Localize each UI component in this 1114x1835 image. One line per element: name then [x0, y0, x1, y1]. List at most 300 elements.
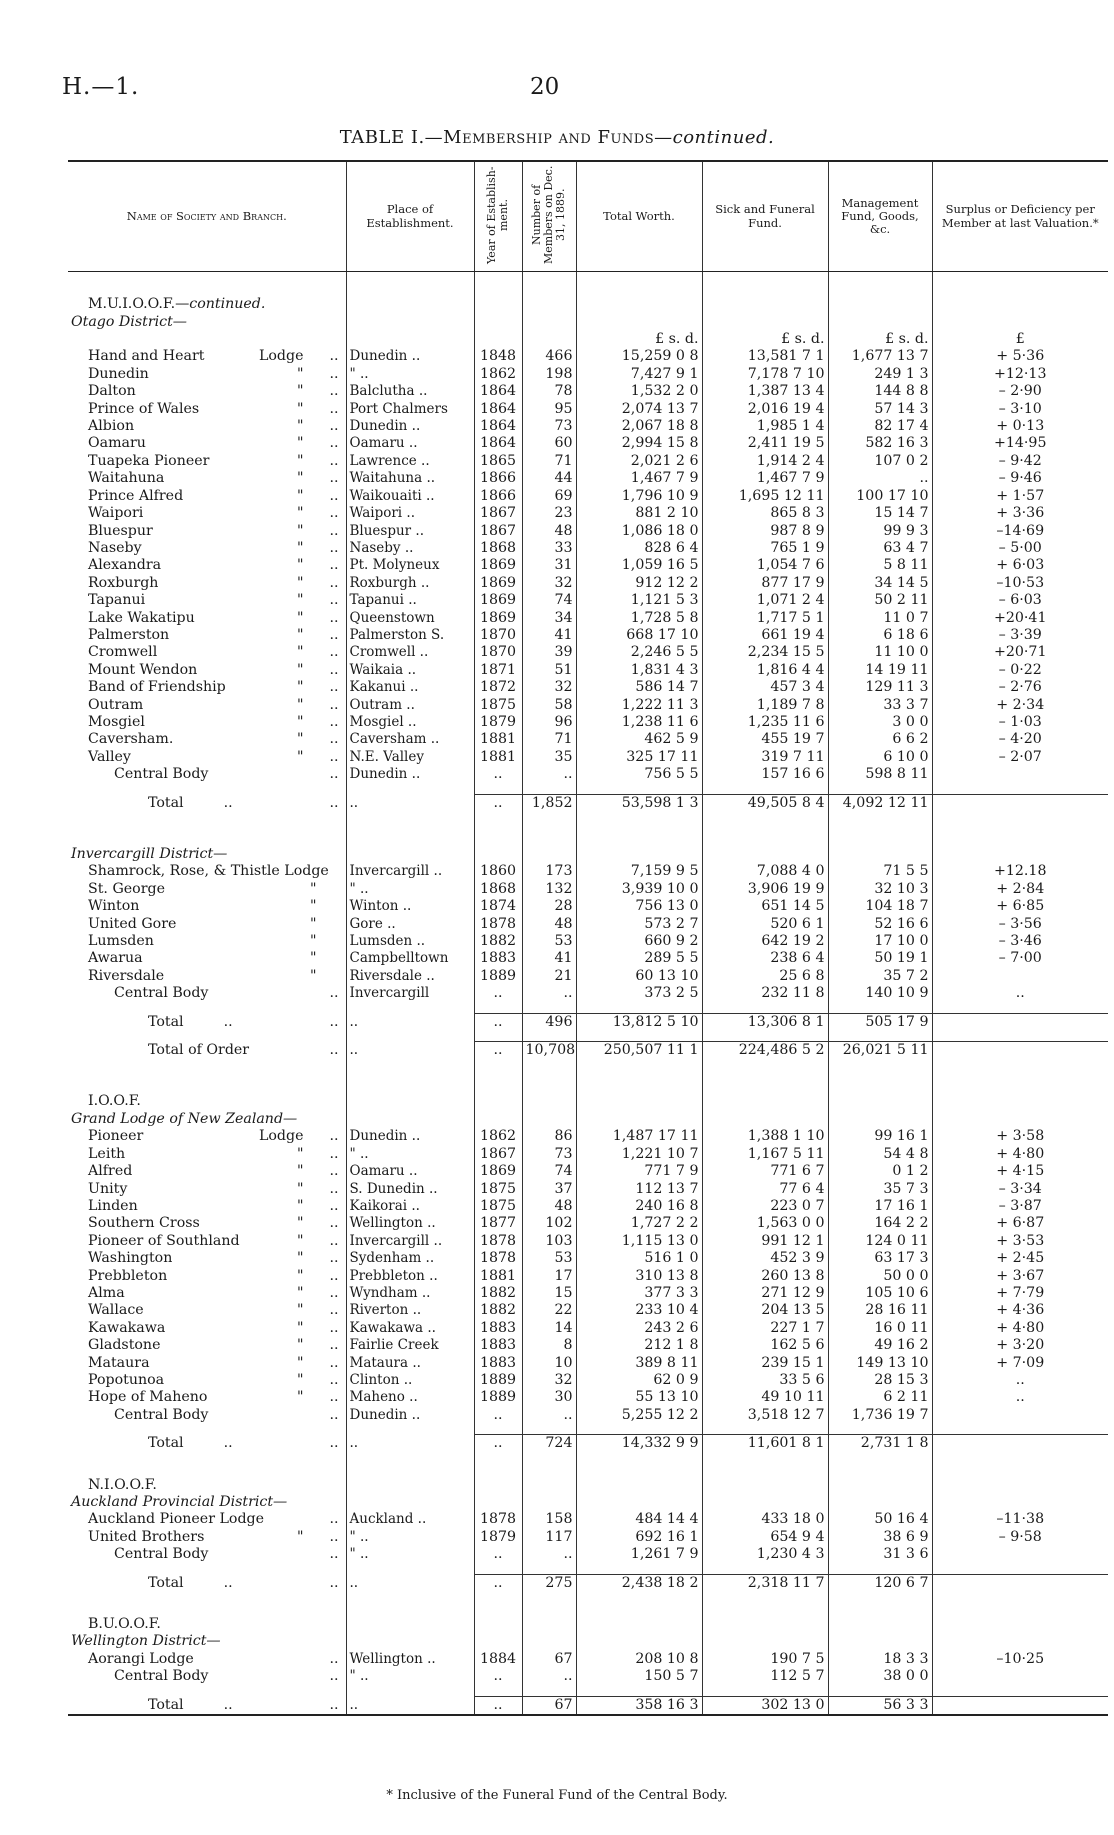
- spacer-cell: [932, 1592, 1108, 1616]
- management-fund: 28 15 3: [828, 1372, 932, 1389]
- year-of-establishment: ..: [474, 794, 522, 812]
- spacer-cell: [576, 272, 702, 297]
- sick-funeral-fund: 1,167 5 11: [702, 1146, 828, 1163]
- branch-name: United Gore: [88, 915, 177, 932]
- leader-dots: ..: [329, 679, 339, 696]
- branch-name: Alfred: [88, 1163, 133, 1180]
- leader-dots: ..: [329, 661, 339, 678]
- spacer-cell: [346, 1083, 474, 1093]
- year-of-establishment: 1874: [474, 898, 522, 915]
- total-row: [68, 1435, 1108, 1453]
- surplus-per-member: [932, 766, 1108, 783]
- management-fund: 54 4 8: [828, 1146, 932, 1163]
- management-fund: 16 0 11: [828, 1320, 932, 1337]
- sick-funeral-fund: 49 10 11: [702, 1389, 828, 1406]
- year-of-establishment: 1865: [474, 453, 522, 470]
- year-of-establishment: ..: [474, 1668, 522, 1685]
- number-of-members: 37: [522, 1181, 576, 1198]
- spacer-cell: [932, 1424, 1108, 1435]
- surplus-per-member: – 1·03: [932, 714, 1108, 731]
- total-worth: 1,796 10 9: [576, 488, 702, 505]
- branch-name: Oamaru: [88, 435, 146, 452]
- spacer-cell: [828, 1424, 932, 1435]
- lodge-row: [68, 1146, 1108, 1163]
- spacer-cell: [576, 1031, 702, 1042]
- year-of-establishment: 1864: [474, 383, 522, 400]
- spacer-cell: [828, 272, 932, 297]
- branch-name: Unity: [88, 1180, 128, 1197]
- lodge-row: [68, 557, 1108, 574]
- surplus-per-member: [932, 1013, 1108, 1031]
- year-of-establishment: 1864: [474, 418, 522, 435]
- total-worth: 3,939 10 0: [576, 881, 702, 898]
- empty-cell: [828, 1633, 932, 1650]
- number-of-members: 71: [522, 731, 576, 748]
- spacer-cell: [702, 1424, 828, 1435]
- sick-funeral-fund: 765 1 9: [702, 540, 828, 557]
- branch-cell: [68, 470, 346, 487]
- sick-funeral-fund: 2,411 19 5: [702, 435, 828, 452]
- total-worth: 1,059 16 5: [576, 557, 702, 574]
- number-of-members: ..: [522, 985, 576, 1002]
- empty-cell: [702, 1093, 828, 1110]
- number-of-members: 67: [522, 1651, 576, 1668]
- number-of-members: 73: [522, 418, 576, 435]
- management-fund: 582 16 3: [828, 435, 932, 452]
- total-worth: 1,238 11 6: [576, 714, 702, 731]
- management-fund: 149 13 10: [828, 1355, 932, 1372]
- spacer-row: [68, 784, 1108, 795]
- place-of-establishment: Caversham ..: [346, 731, 474, 748]
- year-of-establishment: 1871: [474, 662, 522, 679]
- total-worth: 7,159 9 5: [576, 863, 702, 880]
- lodge-ditto: ": [296, 1180, 304, 1197]
- branch-name: Gladstone: [88, 1337, 161, 1354]
- number-of-members: 73: [522, 1146, 576, 1163]
- branch-name: Prince of Wales: [88, 400, 200, 417]
- year-of-establishment: 1883: [474, 950, 522, 967]
- surplus-per-member: + 3·58: [932, 1128, 1108, 1145]
- spacer-cell: [522, 1424, 576, 1435]
- year-of-establishment: 1872: [474, 679, 522, 696]
- branch-name: Awarua: [88, 950, 143, 967]
- management-fund: 129 11 3: [828, 679, 932, 696]
- district-name: [68, 1494, 346, 1511]
- empty-cell: [522, 1494, 576, 1511]
- lodge-row: [68, 679, 1108, 696]
- empty-cell: [932, 314, 1108, 331]
- year-of-establishment: 1867: [474, 1146, 522, 1163]
- management-fund: 17 16 1: [828, 1198, 932, 1215]
- surplus-per-member: + 2·34: [932, 697, 1108, 714]
- total-worth: 2,246 5 5: [576, 644, 702, 661]
- branch-name: Pioneer of Southland: [88, 1232, 240, 1249]
- spacer-cell: [346, 1592, 474, 1616]
- leader-dots: ..: [329, 1650, 339, 1667]
- year-of-establishment: 1868: [474, 881, 522, 898]
- number-of-members: 17: [522, 1268, 576, 1285]
- empty-cell: [932, 1494, 1108, 1511]
- empty-cell: [522, 1477, 576, 1494]
- sick-funeral-fund: 651 14 5: [702, 898, 828, 915]
- lodge-row: [68, 1372, 1108, 1389]
- spacer-cell: [932, 1083, 1108, 1093]
- surplus-per-member: + 4·80: [932, 1320, 1108, 1337]
- management-fund: 100 17 10: [828, 488, 932, 505]
- surplus-per-member: [932, 1042, 1108, 1060]
- spacer-cell: [932, 1453, 1108, 1477]
- lodge-row: [68, 401, 1108, 418]
- sick-funeral-fund: 239 15 1: [702, 1355, 828, 1372]
- leader-dots: ..: [329, 505, 339, 522]
- branch-cell: [68, 644, 346, 661]
- leader-dots: ..: [223, 1574, 233, 1591]
- spacer-cell: [522, 1453, 576, 1477]
- spacer-row: [68, 812, 1108, 836]
- sick-funeral-fund: 987 8 9: [702, 523, 828, 540]
- place-of-establishment: Wyndham ..: [346, 1285, 474, 1302]
- lodge-row: [68, 1389, 1108, 1406]
- place-of-establishment: Dunedin ..: [346, 1407, 474, 1424]
- place-of-establishment: Waikouaiti ..: [346, 488, 474, 505]
- lodge-ditto: ": [296, 626, 304, 643]
- heading-text: M.U.I.O.O.F.—: [88, 296, 190, 313]
- management-fund: 26,021 5 11: [828, 1042, 932, 1060]
- total-worth: 756 13 0: [576, 898, 702, 915]
- place-of-establishment: Campbelltown: [346, 950, 474, 967]
- branch-name: Washington: [88, 1250, 173, 1267]
- document-reference: H.—1.: [62, 74, 140, 100]
- units-management: £ s. d.: [828, 331, 932, 348]
- spacer-cell: [828, 1083, 932, 1093]
- spacer-cell: [932, 1003, 1108, 1014]
- number-of-members: 1,852: [522, 794, 576, 812]
- total-worth: 53,598 1 3: [576, 794, 702, 812]
- surplus-per-member: – 7·00: [932, 950, 1108, 967]
- place-of-establishment: Balclutha ..: [346, 383, 474, 400]
- management-fund: 6 18 6: [828, 627, 932, 644]
- surplus-per-member: + 7·09: [932, 1355, 1108, 1372]
- place-of-establishment: ..: [346, 1435, 474, 1453]
- place-of-establishment: Maheno ..: [346, 1389, 474, 1406]
- branch-name: Mosgiel: [88, 713, 145, 730]
- lodge-ditto: ": [296, 1319, 304, 1336]
- central-body-name: [68, 766, 346, 783]
- sick-funeral-fund: 520 6 1: [702, 916, 828, 933]
- spacer-cell: [576, 1424, 702, 1435]
- management-fund: 11 10 0: [828, 644, 932, 661]
- empty-cell: [576, 1633, 702, 1650]
- year-of-establishment: 1889: [474, 968, 522, 985]
- empty-cell: [932, 1477, 1108, 1494]
- empty-cell: [702, 1616, 828, 1633]
- central-body-name: [68, 1407, 346, 1424]
- management-fund: 105 10 6: [828, 1285, 932, 1302]
- spacer-cell: [828, 812, 932, 836]
- year-of-establishment: ..: [474, 985, 522, 1002]
- empty-cell: [932, 1111, 1108, 1128]
- lodge-ditto: ": [296, 1197, 304, 1214]
- sick-funeral-fund: 433 18 0: [702, 1511, 828, 1528]
- year-of-establishment: ..: [474, 1407, 522, 1424]
- management-fund: 33 3 7: [828, 697, 932, 714]
- place-of-establishment: ..: [346, 1042, 474, 1060]
- place-of-establishment: Wellington ..: [346, 1651, 474, 1668]
- surplus-per-member: + 6·87: [932, 1215, 1108, 1232]
- empty-cell: [346, 1111, 474, 1128]
- spacer-cell: [576, 1083, 702, 1093]
- branch-name: Central Body: [114, 1668, 209, 1685]
- number-of-members: 41: [522, 950, 576, 967]
- year-of-establishment: 1869: [474, 592, 522, 609]
- leader-dots: ..: [329, 557, 339, 574]
- surplus-per-member: +14·95: [932, 435, 1108, 452]
- lodge-row: [68, 470, 1108, 487]
- management-fund: 0 1 2: [828, 1163, 932, 1180]
- lodge-row: [68, 435, 1108, 452]
- lodge-row: [68, 950, 1108, 967]
- total-worth: 668 17 10: [576, 627, 702, 644]
- lodge-row: [68, 1320, 1108, 1337]
- lodge-row: [68, 898, 1108, 915]
- branch-cell: [68, 592, 346, 609]
- leader-dots: ..: [329, 1435, 339, 1452]
- management-fund: 50 16 4: [828, 1511, 932, 1528]
- total-label-text: Total: [148, 1574, 184, 1591]
- total-worth: 1,487 17 11: [576, 1128, 702, 1145]
- total-worth: 240 16 8: [576, 1198, 702, 1215]
- branch-cell: [68, 401, 346, 418]
- sick-funeral-fund: 1,189 7 8: [702, 697, 828, 714]
- management-fund: 140 10 9: [828, 985, 932, 1002]
- branch-name: Hope of Maheno: [88, 1389, 208, 1406]
- spacer-cell: [828, 1453, 932, 1477]
- leader-dots: ..: [329, 1319, 339, 1336]
- spacer-cell: [346, 812, 474, 836]
- table-title-continued: continued.: [672, 127, 775, 148]
- place-of-establishment: Outram ..: [346, 697, 474, 714]
- management-fund: 1,677 13 7: [828, 348, 932, 365]
- lodge-row: [68, 1215, 1108, 1232]
- leader-dots: ..: [329, 1042, 339, 1059]
- year-of-establishment: 1875: [474, 1181, 522, 1198]
- spacer-cell: [68, 812, 346, 836]
- spacer-row: [68, 1003, 1108, 1014]
- number-of-members: 32: [522, 575, 576, 592]
- lodge-ditto: ": [309, 950, 317, 967]
- number-of-members: 39: [522, 644, 576, 661]
- empty-cell: [522, 1093, 576, 1110]
- number-of-members: 132: [522, 881, 576, 898]
- total-worth: 462 5 9: [576, 731, 702, 748]
- spacer-cell: [576, 1564, 702, 1575]
- lodge-ditto: ": [309, 880, 317, 897]
- empty-cell: [474, 296, 522, 313]
- surplus-per-member: ..: [932, 985, 1108, 1002]
- leader-dots: ..: [223, 1696, 233, 1713]
- place-of-establishment: " ..: [346, 366, 474, 383]
- surplus-per-member: – 4·20: [932, 731, 1108, 748]
- spacer-row: [68, 1453, 1108, 1477]
- management-fund: 5 8 11: [828, 557, 932, 574]
- year-of-establishment: 1875: [474, 697, 522, 714]
- order-name: [68, 296, 346, 313]
- spacer-cell: [68, 1424, 346, 1435]
- leader-dots: ..: [329, 452, 339, 469]
- empty-cell: [576, 296, 702, 313]
- spacer-cell: [68, 1083, 346, 1093]
- leader-dots: ..: [329, 1180, 339, 1197]
- total-worth: 573 2 7: [576, 916, 702, 933]
- sick-funeral-fund: 1,387 13 4: [702, 383, 828, 400]
- branch-cell: [68, 610, 346, 627]
- lodge-row: [68, 523, 1108, 540]
- total-label-text: Total: [148, 1435, 184, 1452]
- place-of-establishment: Lawrence ..: [346, 453, 474, 470]
- empty-cell: [346, 846, 474, 863]
- place-of-establishment: ..: [346, 1574, 474, 1592]
- branch-name: Waitahuna: [88, 470, 165, 487]
- year-of-establishment: 1864: [474, 435, 522, 452]
- number-of-members: 466: [522, 348, 576, 365]
- surplus-per-member: + 4·36: [932, 1302, 1108, 1319]
- sick-funeral-fund: 112 5 7: [702, 1668, 828, 1685]
- number-of-members: 53: [522, 933, 576, 950]
- management-fund: 6 10 0: [828, 749, 932, 766]
- leader-dots: ..: [329, 1250, 339, 1267]
- page-number: 20: [530, 74, 560, 100]
- leader-dots: ..: [329, 383, 339, 400]
- branch-cell: [68, 1128, 346, 1145]
- lodge-ditto: ": [296, 1284, 304, 1301]
- management-fund: 34 14 5: [828, 575, 932, 592]
- total-worth: 212 1 8: [576, 1337, 702, 1354]
- place-of-establishment: Waitahuna ..: [346, 470, 474, 487]
- sick-funeral-fund: 1,388 1 10: [702, 1128, 828, 1145]
- lodge-row: [68, 697, 1108, 714]
- branch-cell: [68, 418, 346, 435]
- lodge-ditto: ": [296, 365, 304, 382]
- lodge-row: [68, 881, 1108, 898]
- leader-dots: ..: [329, 1145, 339, 1162]
- leader-dots: ..: [329, 1013, 339, 1030]
- leader-dots: ..: [329, 1354, 339, 1371]
- place-of-establishment: " ..: [346, 881, 474, 898]
- sick-funeral-fund: 238 6 4: [702, 950, 828, 967]
- spacer-cell: [702, 1003, 828, 1014]
- leader-dots: ..: [329, 1163, 339, 1180]
- surplus-per-member: +12·13: [932, 366, 1108, 383]
- branch-cell: [68, 1198, 346, 1215]
- total-worth: 1,831 4 3: [576, 662, 702, 679]
- total-worth: 55 13 10: [576, 1389, 702, 1406]
- number-of-members: 41: [522, 627, 576, 644]
- total-worth: 912 12 2: [576, 575, 702, 592]
- surplus-per-member: + 6·03: [932, 557, 1108, 574]
- empty-cell: [346, 1616, 474, 1633]
- place-of-establishment: N.E. Valley: [346, 749, 474, 766]
- spacer-cell: [68, 1003, 346, 1014]
- branch-name: Bluespur: [88, 522, 153, 539]
- place-of-establishment: Invercargill ..: [346, 1233, 474, 1250]
- spacer-cell: [522, 836, 576, 846]
- header-surplus-deficiency: Surplus or Deficiency per Member at last Valuation.*: [932, 161, 1108, 272]
- branch-name: Dalton: [88, 383, 136, 400]
- order-name: [68, 1616, 346, 1633]
- spacer-cell: [68, 1686, 346, 1697]
- leader-dots: ..: [329, 348, 339, 365]
- branch-name: Caversham.: [88, 731, 174, 748]
- empty-cell: [828, 1111, 932, 1128]
- number-of-members: 71: [522, 453, 576, 470]
- empty-cell: [932, 1616, 1108, 1633]
- leader-dots: ..: [329, 1197, 339, 1214]
- sick-funeral-fund: 991 12 1: [702, 1233, 828, 1250]
- year-of-establishment: 1884: [474, 1651, 522, 1668]
- total-worth: 586 14 7: [576, 679, 702, 696]
- lodge-ditto: ": [296, 1528, 304, 1545]
- lodge-ditto: ": [296, 400, 304, 417]
- lodge-ditto: ": [296, 505, 304, 522]
- year-of-establishment: 1848: [474, 348, 522, 365]
- table-title-main: TABLE I.—Membership and Funds—: [339, 127, 673, 148]
- lodge-row: [68, 662, 1108, 679]
- branch-name: Linden: [88, 1197, 138, 1214]
- units-surplus: £: [932, 331, 1108, 348]
- branch-cell: [68, 1372, 346, 1389]
- management-fund: 35 7 2: [828, 968, 932, 985]
- branch-name: Central Body: [114, 985, 209, 1002]
- spacer-row: [68, 272, 1108, 297]
- spacer-cell: [576, 1003, 702, 1014]
- number-of-members: 275: [522, 1574, 576, 1592]
- empty-cell: [576, 1494, 702, 1511]
- year-of-establishment: 1878: [474, 1511, 522, 1528]
- lodge-ditto: ": [309, 933, 317, 950]
- spacer-cell: [522, 1686, 576, 1697]
- branch-name: Valley: [88, 748, 131, 765]
- surplus-per-member: – 3·10: [932, 401, 1108, 418]
- lodge-row: [68, 488, 1108, 505]
- lodge-ditto: ": [296, 383, 304, 400]
- spacer-cell: [474, 1453, 522, 1477]
- branch-name: Popotunoa: [88, 1371, 165, 1388]
- number-of-members: 74: [522, 592, 576, 609]
- spacer-cell: [702, 1686, 828, 1697]
- leader-dots: ..: [329, 609, 339, 626]
- surplus-per-member: [932, 968, 1108, 985]
- empty-cell: [474, 1494, 522, 1511]
- lodge-row: [68, 540, 1108, 557]
- surplus-per-member: –14·69: [932, 523, 1108, 540]
- total-worth: 15,259 0 8: [576, 348, 702, 365]
- spacer-cell: [932, 1031, 1108, 1042]
- branch-name: Kawakawa: [88, 1319, 166, 1336]
- management-fund: 32 10 3: [828, 881, 932, 898]
- district-name: [68, 1111, 346, 1128]
- surplus-per-member: – 3·87: [932, 1198, 1108, 1215]
- spacer-row: [68, 1059, 1108, 1083]
- number-of-members: 35: [522, 749, 576, 766]
- total-worth: 2,067 18 8: [576, 418, 702, 435]
- spacer-row: [68, 1686, 1108, 1697]
- spacer-cell: [932, 812, 1108, 836]
- management-fund: 71 5 5: [828, 863, 932, 880]
- management-fund: 63 4 7: [828, 540, 932, 557]
- place-of-establishment: Bluespur ..: [346, 523, 474, 540]
- leader-dots: ..: [329, 626, 339, 643]
- heading-text: I.O.O.F.: [88, 1093, 141, 1110]
